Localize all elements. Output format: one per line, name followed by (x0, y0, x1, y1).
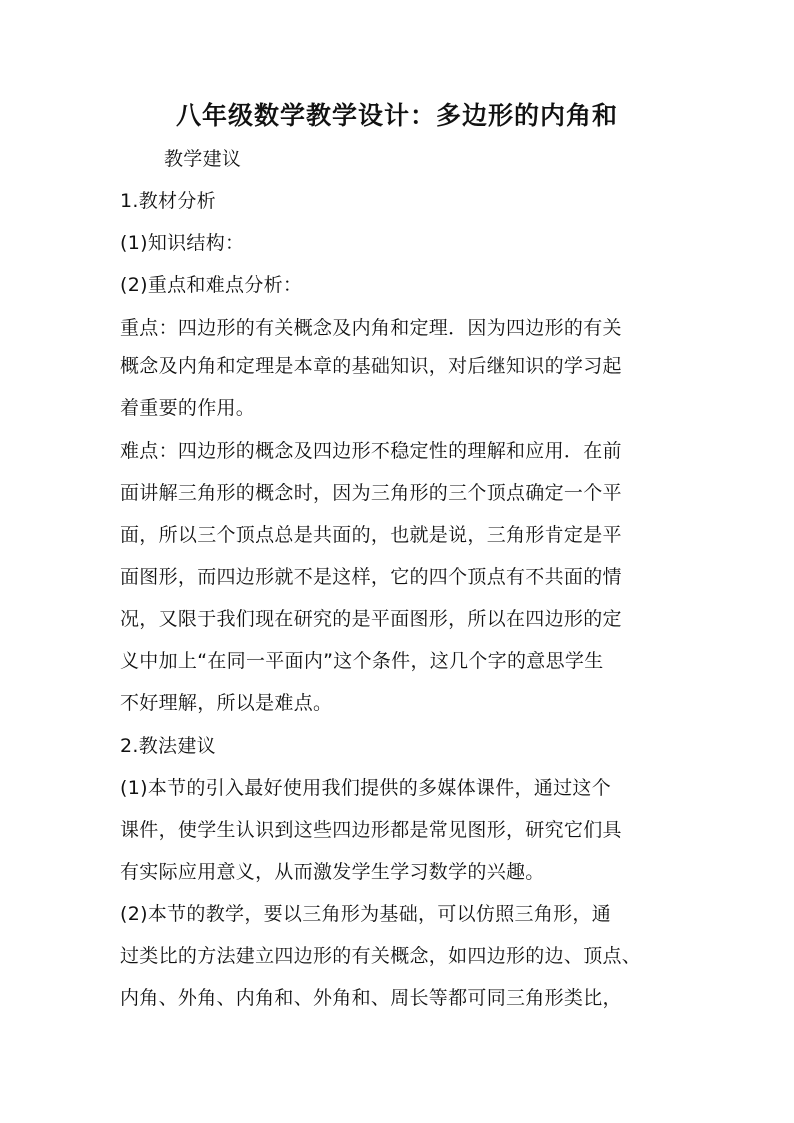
paragraph-line: 面图形，而四边形就不是这样，它的四个顶点有不共面的情 (120, 566, 622, 588)
heading-teaching-suggestions: 2.教法建议 (120, 735, 216, 757)
subheading-key-difficult-points: (2)重点和难点分析： (120, 274, 303, 296)
paragraph-line: 内角、外角、内角和、外角和、周长等都可同三角形类比， (120, 987, 622, 1009)
page-title: 八年级数学教学设计：多边形的内角和 (175, 101, 618, 130)
paragraph-line: 过类比的方法建立四边形的有关概念，如四边形的边、顶点、 (120, 945, 642, 967)
section-heading: 教学建议 (164, 148, 242, 170)
subheading-knowledge-structure: (1)知识结构： (120, 232, 245, 254)
paragraph-line: 着重要的作用。 (120, 397, 256, 419)
heading-textbook-analysis: 1.教材分析 (120, 190, 216, 212)
paragraph-line: 重点：四边形的有关概念及内角和定理．因为四边形的有关 (120, 317, 622, 339)
paragraph-line: 况，又限于我们现在研究的是平面图形，所以在四边形的定 (120, 608, 622, 630)
paragraph-line: 面，所以三个顶点总是共面的，也就是说，三角形肯定是平 (120, 524, 622, 546)
paragraph-line: 不好理解，所以是难点。 (120, 692, 333, 714)
paragraph-line: 面讲解三角形的概念时，因为三角形的三个顶点确定一个平 (120, 482, 622, 504)
paragraph-line: (1)本节的引入最好使用我们提供的多媒体课件，通过这个 (120, 777, 612, 799)
paragraph-line: 概念及内角和定理是本章的基础知识，对后继知识的学习起 (120, 355, 622, 377)
paragraph-line: 有实际应用意义，从而激发学生学习数学的兴趣。 (120, 861, 545, 883)
paragraph-line: 难点：四边形的概念及四边形不稳定性的理解和应用．在前 (120, 440, 622, 462)
paragraph-line: 义中加上“在同一平面内”这个条件，这几个字的意思学生 (120, 650, 604, 672)
paragraph-line: (2)本节的教学，要以三角形为基础，可以仿照三角形，通 (120, 903, 612, 925)
paragraph-line: 课件，使学生认识到这些四边形都是常见图形，研究它们具 (120, 819, 622, 841)
